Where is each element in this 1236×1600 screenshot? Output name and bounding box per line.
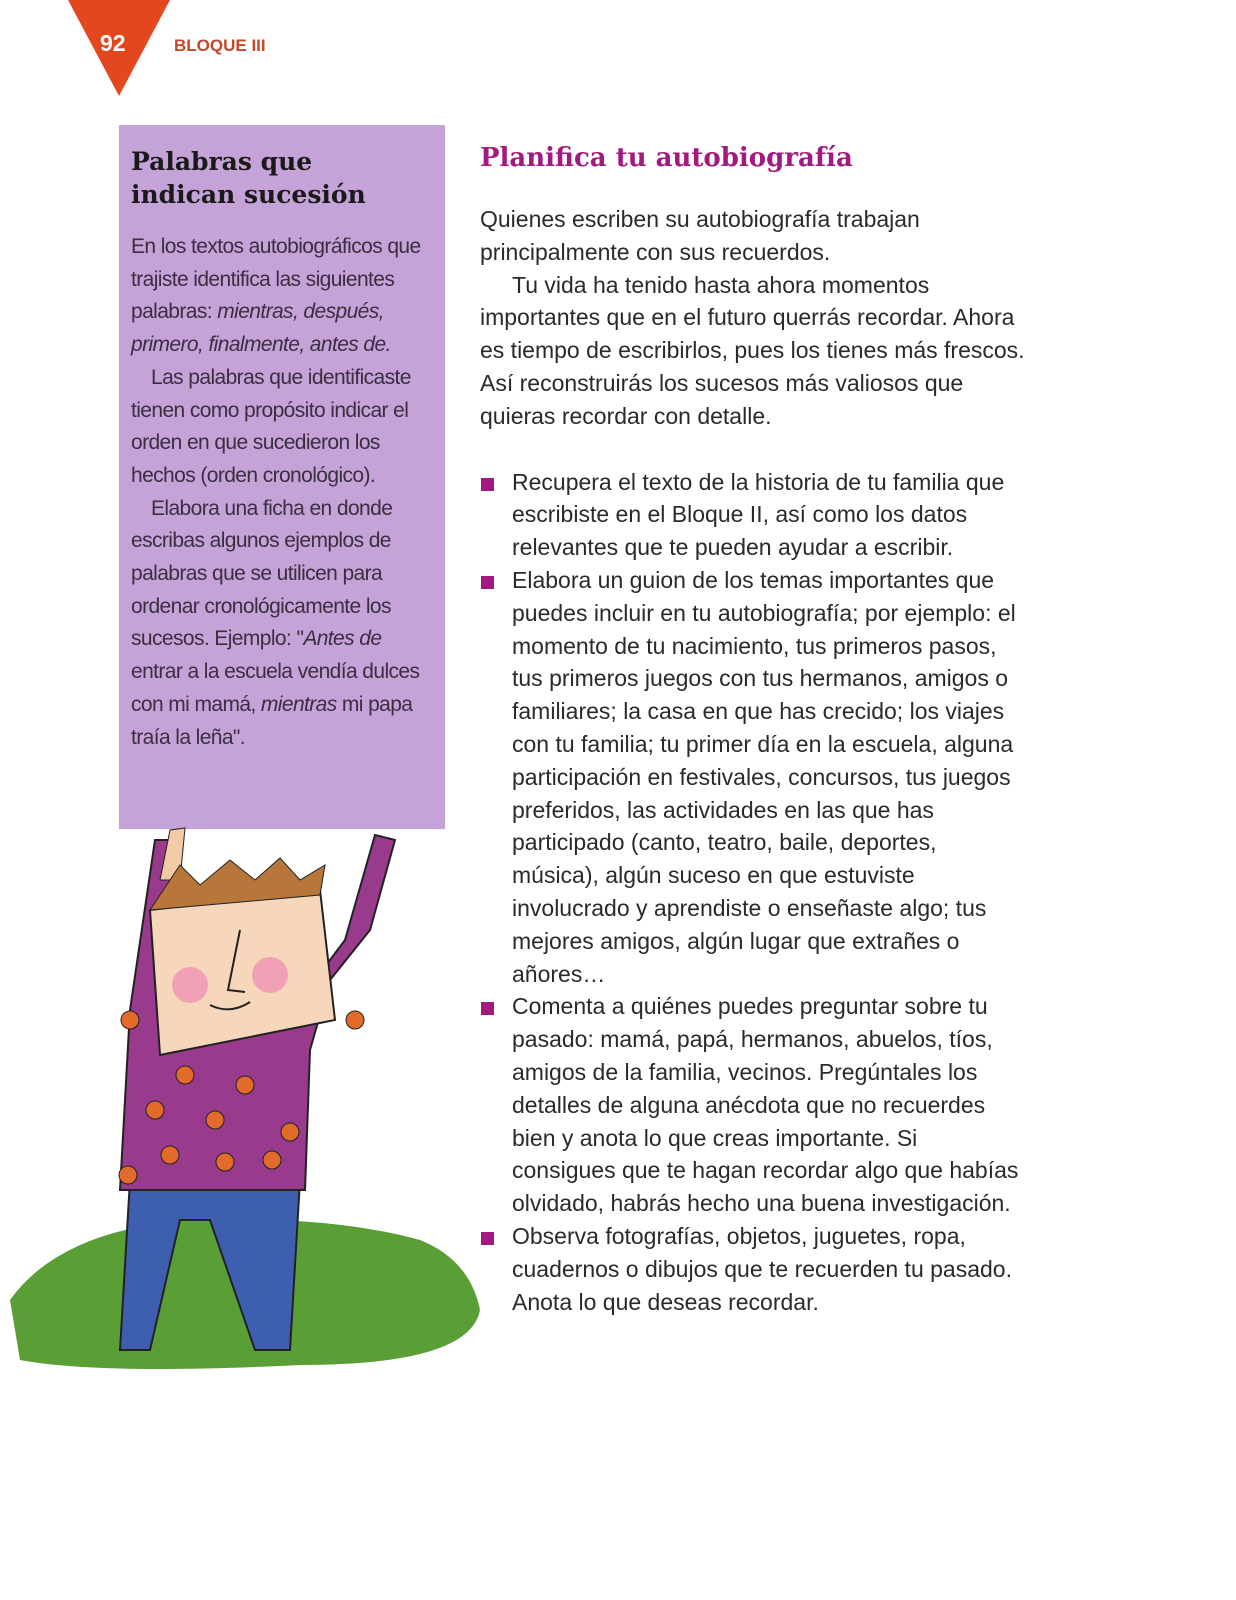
list-item-text: Elabora un guion de los temas importantes que puedes incluir en tu autobiografía; por ejemplo: el momento de tu nacimiento, tus primeros pasos, tus primeros juegos con tus hermanos, amigos o familiares; la casa en que has crecido; los viajes con tu familia; tu primer día en la escuela, alguna participación en festivales, concursos, tus juegos preferidos, las actividades en las que has participado (canto, teatro, baile, deportes, música), algún suceso en que estuviste involucrado y aprendiste o enseñaste algo; tus mejores amigos, algún lugar que extrañes o añores… (512, 566, 1016, 987)
bullet-list (480, 466, 1025, 1319)
italic-text: Antes de (303, 627, 382, 651)
boy-illustration (0, 820, 490, 1380)
text: En los textos autobiográficos que trajiste identifica las siguientes palabras: (131, 235, 421, 324)
sidebar-title: Palabras que indican sucesión (131, 147, 366, 209)
list-item (480, 990, 1025, 1220)
list-item (480, 564, 1025, 990)
text: entrar a la escuela vendía dulces con mi mamá, (131, 660, 420, 716)
paragraph: Tu vida ha tenido hasta ahora momentos importantes que en el futuro querrás recordar. Ahora es tiempo de escribirlos, pues los tienes más frescos. Así reconstruirás los sucesos más valiosos que quieras recordar con detalle. (480, 271, 1025, 429)
list-item-text: Comenta a quiénes puedes preguntar sobre tu pasado: mamá, papá, hermanos, abuelos, tíos, amigos de la familia, vecinos. Pregúntales los detalles de alguna anécdota que no recuerdes bien y anota lo que creas importante. Si consigues que te hagan recordar algo que habías olvidado, habrás hecho una buena investigación. (512, 993, 1019, 1217)
bullet-square-icon (481, 1002, 494, 1015)
bullet-square-icon (481, 576, 494, 589)
page-number: 92 (100, 30, 126, 56)
list-item (480, 1220, 1025, 1318)
sidebar-paragraph: Las palabras que identificaste tienen como propósito indicar el orden en que sucedieron los hechos (orden cronológico). (131, 365, 411, 487)
text: Elabora una ficha en donde escribas algunos ejemplos de palabras que se utilicen para ordenar cronológicamente los sucesos. Ejemplo: " (131, 496, 393, 651)
paragraph: Quienes escriben su autobiografía trabajan principalmente con sus recuerdos. (480, 206, 920, 265)
section-label: BLOQUE III (174, 36, 266, 55)
bullet-square-icon (481, 478, 494, 491)
sidebar-paragraph (131, 231, 433, 362)
bullet-square-icon (481, 1232, 494, 1245)
italic-text: mientras (260, 692, 337, 716)
sidebar-paragraph (131, 493, 433, 755)
italic-text: mientras, después, primero, finalmente, antes de. (131, 300, 391, 357)
section-title: Planifica tu autobiografía (480, 143, 853, 173)
main-column (480, 143, 1025, 1318)
sidebar-box (119, 125, 445, 829)
list-item (480, 466, 1025, 564)
list-item-text: Observa fotografías, objetos, juguetes, ropa, cuadernos o dibujos que te recuerden tu pasado. Anota lo que deseas recordar. (512, 1222, 1012, 1315)
list-item-text: Recupera el texto de la historia de tu familia que escribiste en el Bloque II, así como los datos relevantes que te pueden ayudar a escribir. (512, 468, 1005, 561)
text: mi papa traía la leña". (131, 692, 413, 749)
